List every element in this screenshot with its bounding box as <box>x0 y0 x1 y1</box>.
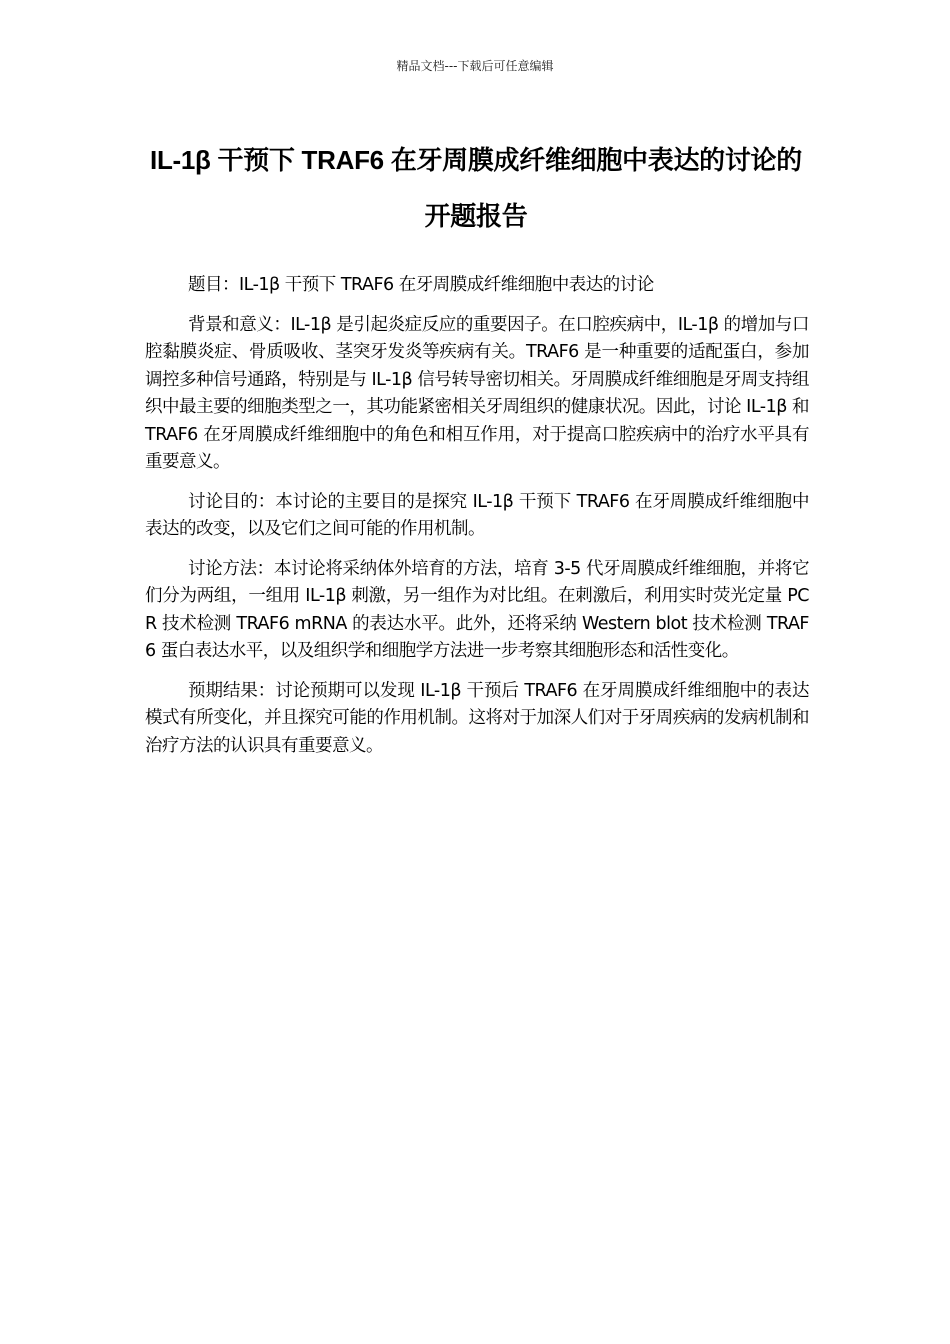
paragraph-expected-results: 预期结果：讨论预期可以发现 IL-1β 干预后 TRAF6 在牙周膜成纤维细胞中的表达模式有所变化，并且探究可能的作用机制。这将对于加深人们对于牙周疾病的发病机制和治疗方法的认识具有重要意义。 <box>145 680 809 756</box>
header-note: 精品文档---下载后可任意编辑 <box>396 59 554 73</box>
document-title: IL-1β 干预下 TRAF6 在牙周膜成纤维细胞中表达的讨论的开题报告 <box>150 145 802 231</box>
paragraph-background: 背景和意义：IL-1β 是引起炎症反应的重要因子。在口腔疾病中，IL-1β 的增加与口腔黏膜炎症、骨质吸收、茎突牙发炎等疾病有关。TRAF6 是一种重要的适配蛋白，参加调控多种信号通路，特别是与 IL-1β 信号转导密切相关。牙周膜成纤维细胞是牙周支持组织中最主要的细胞类型之一，其功能紧密相关牙周组织的健康状况。因此，讨论 IL-1β 和 TRAF6 在牙周膜成纤维细胞中的角色和相互作用，对于提高口腔疾病中的治疗水平具有重要意义。 <box>145 314 809 472</box>
document-body <box>145 272 809 772</box>
paragraph-objective: 讨论目的：本讨论的主要目的是探究 IL-1β 干预下 TRAF6 在牙周膜成纤维细胞中表达的改变，以及它们之间可能的作用机制。 <box>145 491 809 539</box>
paragraph-topic: 题目：IL-1β 干预下 TRAF6 在牙周膜成纤维细胞中表达的讨论 <box>188 275 654 295</box>
paragraph-methods: 讨论方法：本讨论将采纳体外培育的方法，培育 3-5 代牙周膜成纤维细胞，并将它们分为两组，一组用 IL-1β 刺激，另一组作为对比组。在刺激后，利用实时荧光定量 PCR 技术检测 TRAF6 mRNA 的表达水平。此外，还将采纳 Western blot 技术检测 TRAF6 蛋白表达水平，以及组织学和细胞学方法进一步考察其细胞形态和活性变化。 <box>145 558 809 661</box>
